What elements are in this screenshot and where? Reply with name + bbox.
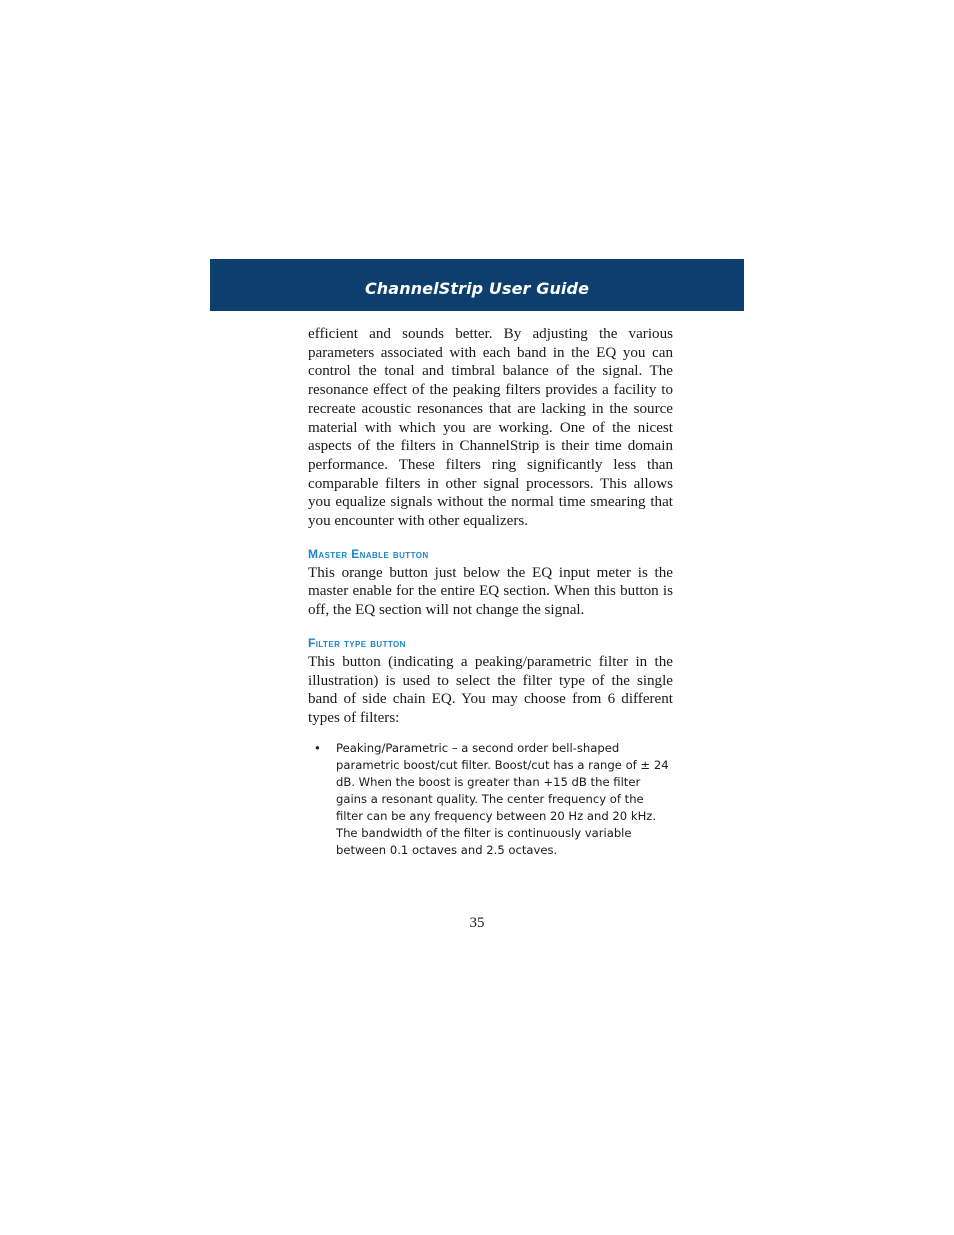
section-heading-filter-type: Filter type button xyxy=(308,635,406,650)
header-title: ChannelStrip User Guide xyxy=(364,279,590,298)
header-bar xyxy=(210,259,744,311)
section-heading-master-enable: Master Enable button xyxy=(308,546,429,561)
list-item-text: Peaking/Parametric – a second order bell-shaped parametric boost/cut filter. Boost/cut has a range of ± 24 dB. When the boost is greater than +15 dB the filter gains a resonant quality. The center frequency of the filter can be any frequency between 20 Hz and 20 kHz. The bandwidth of the filter is continuously variable between 0.1 octaves and 2.5 octaves. xyxy=(336,740,669,857)
section-body-filter-type: This button (indicating a peaking/parametric filter in the illustration) is used to select the filter type of the single band of side chain EQ. You may choose from 6 different types of filters: xyxy=(308,653,673,726)
bullet-icon: • xyxy=(314,740,321,755)
filter-types-list xyxy=(308,740,673,859)
section-body-master-enable: This orange button just below the EQ input meter is the master enable for the entire EQ section. When this button is off, the EQ section will not change the signal. xyxy=(308,564,673,619)
page-number: 35 xyxy=(469,915,485,931)
list-item xyxy=(308,740,673,859)
intro-paragraph: efficient and sounds better. By adjusting the various parameters associated with each band in the EQ you can control the tonal and timbral balance of the signal. The resonance effect of the peaking filters provides a facility to recreate acoustic resonances that are lacking in the source material with which you are working. One of the nicest aspects of the filters in ChannelStrip is their time domain performance. These filters ring significantly less than comparable filters in other signal processors. This allows you equalize signals without the normal time smearing that you encounter with other equalizers. xyxy=(308,326,673,530)
page-content xyxy=(308,325,673,859)
